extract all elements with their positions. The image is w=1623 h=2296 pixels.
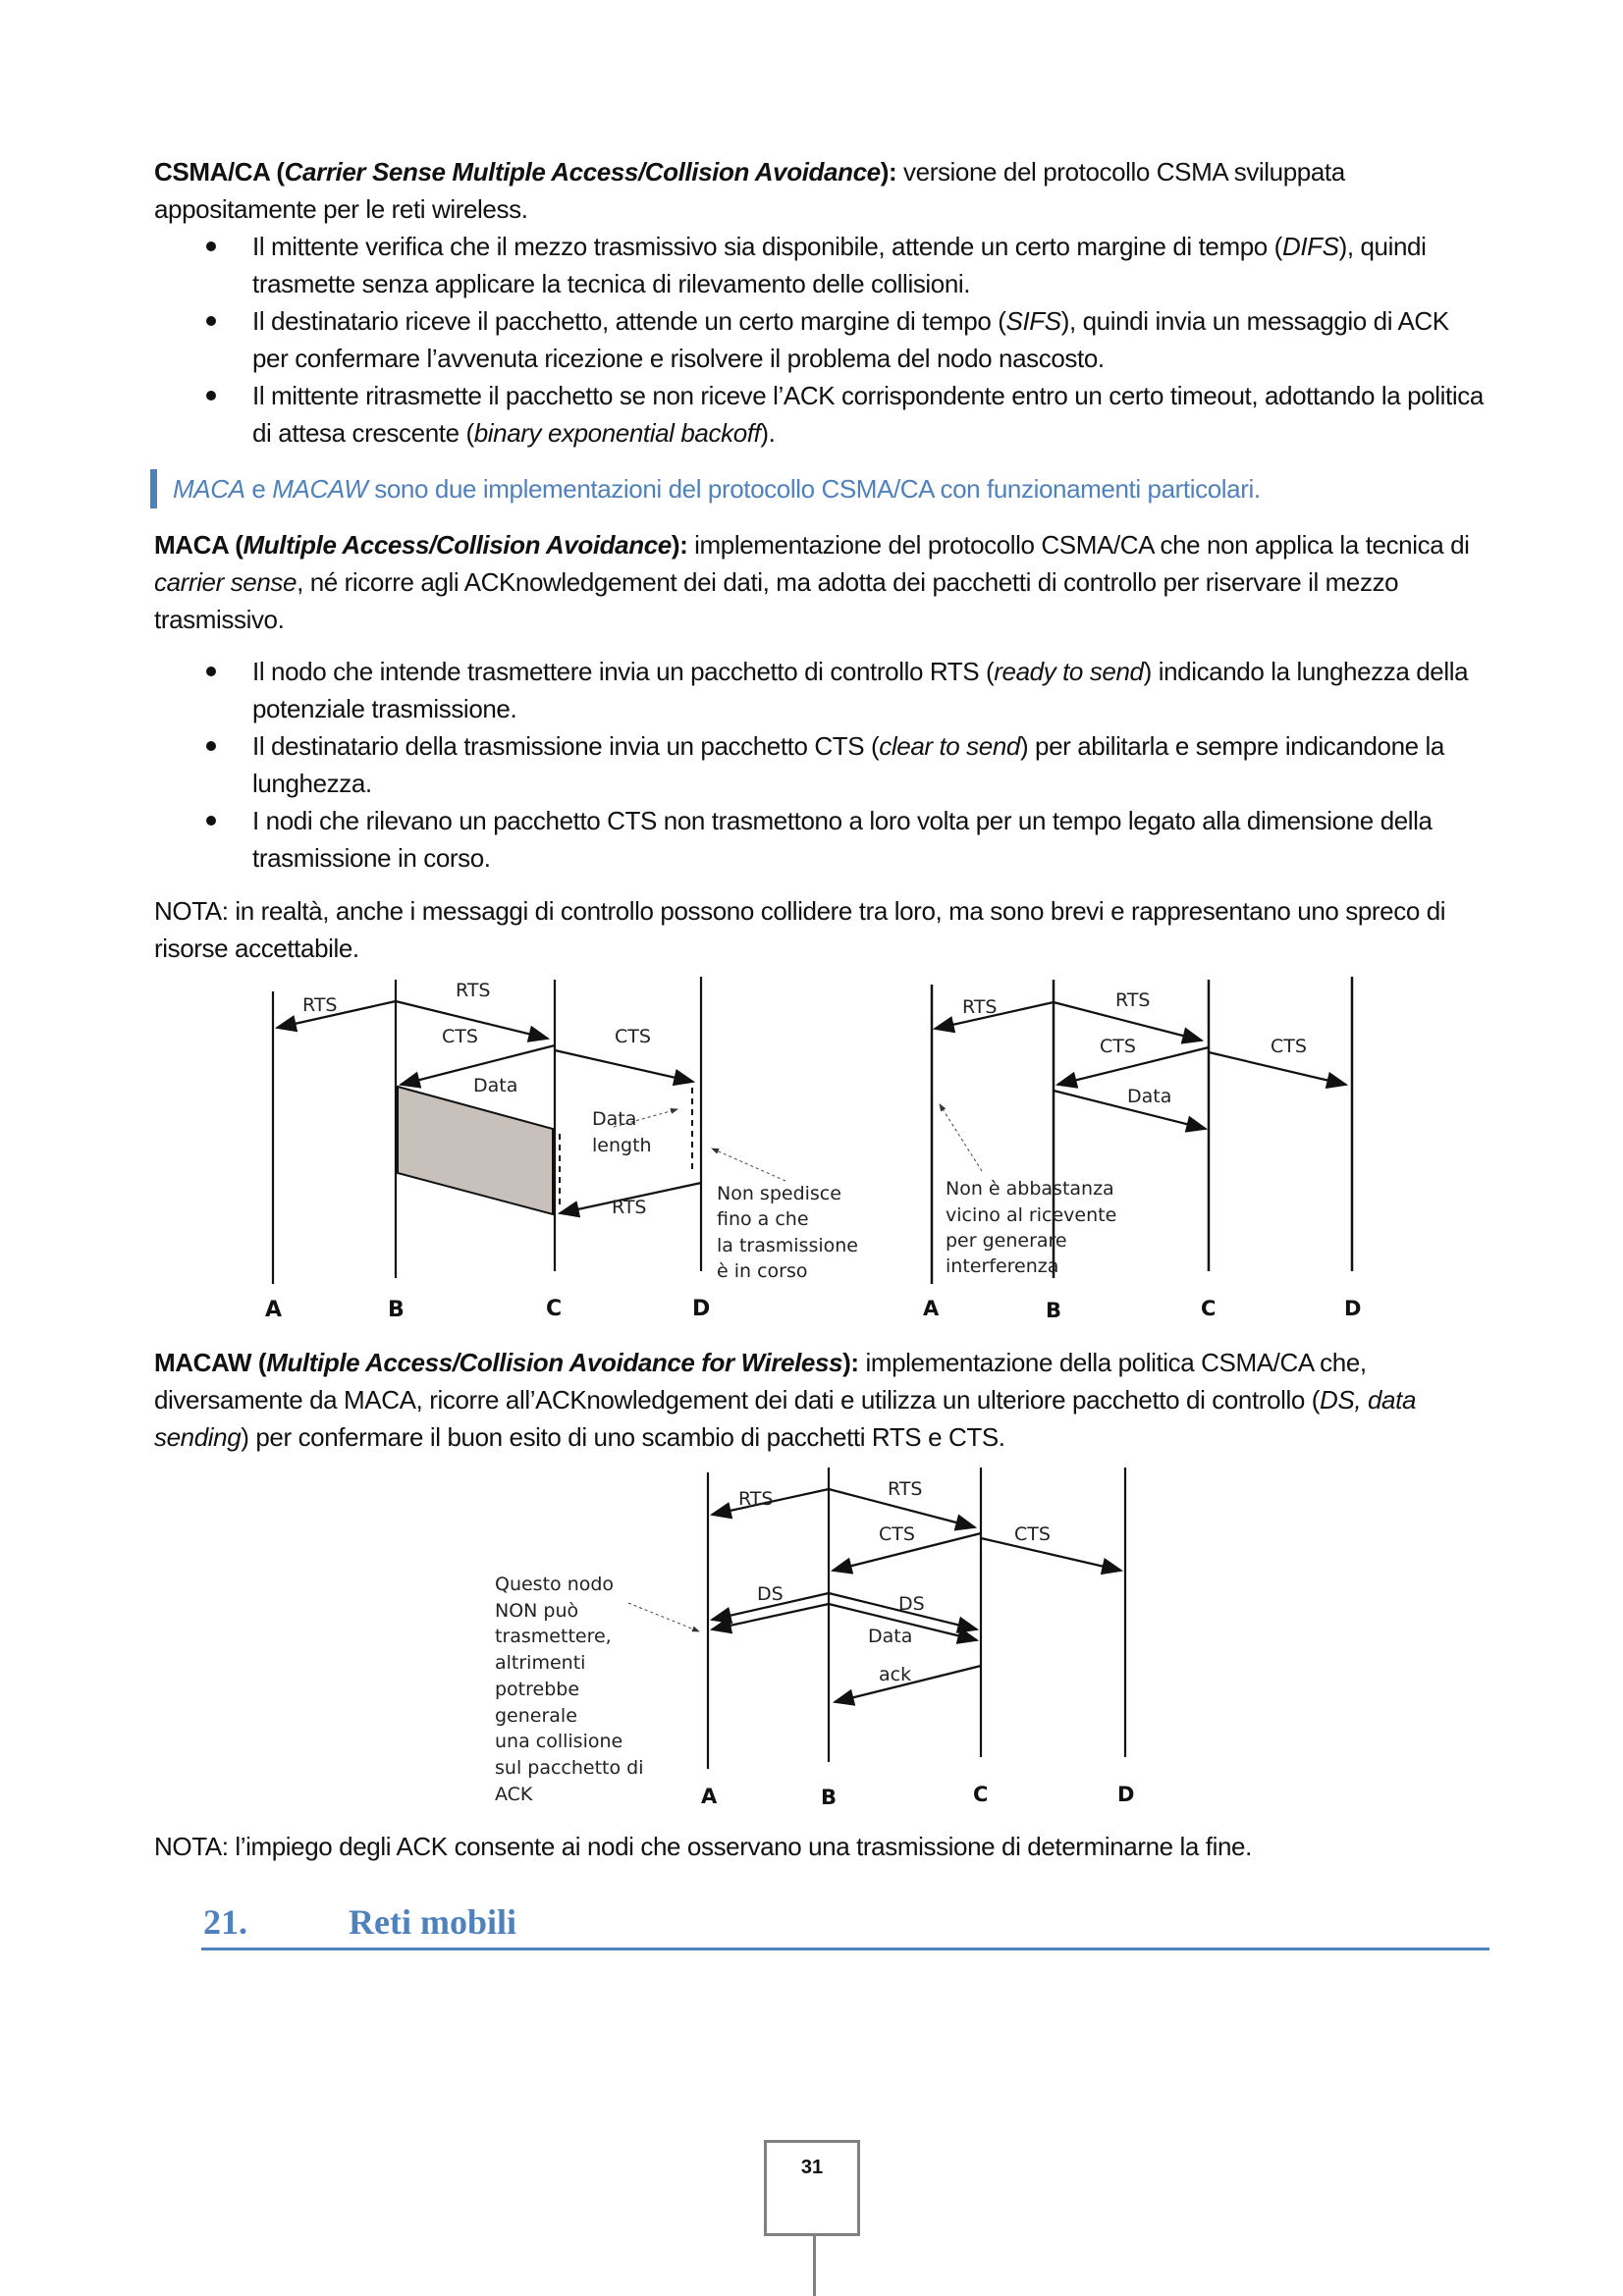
svg-text:CTS: CTS xyxy=(1100,1036,1136,1057)
list-item: Il nodo che intende trasmettere invia un pacchetto di controllo RTS (ready to send) indicando la lunghezza della potenziale trasmissione. xyxy=(154,653,1489,727)
maca-term: MACA xyxy=(154,530,229,560)
macaw-timing-diagram xyxy=(481,1463,1149,1826)
svg-text:Data: Data xyxy=(1127,1086,1172,1107)
svg-text:A: A xyxy=(265,1298,283,1322)
svg-text:Data: Data xyxy=(868,1626,913,1647)
diagram-svg xyxy=(913,972,1404,1325)
svg-text:DS: DS xyxy=(757,1583,784,1605)
svg-text:RTS: RTS xyxy=(888,1478,923,1500)
list-item: Il mittente verifica che il mezzo trasmissivo sia disponibile, attende un certo margine di tempo (DIFS), quindi trasmette senza applicare la tecnica di rilevamento delle collisioni. xyxy=(154,228,1489,302)
svg-text:una collisione: una collisione xyxy=(495,1731,623,1752)
svg-text:D: D xyxy=(692,1297,711,1321)
macaw-term: MACAW xyxy=(154,1348,252,1377)
svg-text:A: A xyxy=(701,1785,718,1808)
svg-text:Data: Data xyxy=(473,1075,518,1096)
svg-text:altrimenti: altrimenti xyxy=(495,1652,586,1674)
svg-text:C: C xyxy=(1201,1297,1217,1320)
csma-ca-definition-text: versione del protocollo CSMA sviluppata appositamente per le reti wireless. xyxy=(154,157,1345,224)
svg-text:vicino al ricevente: vicino al ricevente xyxy=(946,1204,1117,1226)
svg-text:RTS: RTS xyxy=(962,996,998,1018)
list-item: I nodi che rilevano un pacchetto CTS non trasmettono a loro volta per un tempo legato alla dimensione della trasmissione in corso. xyxy=(154,802,1489,877)
bullet-icon xyxy=(206,741,216,751)
svg-text:potrebbe: potrebbe xyxy=(495,1679,580,1700)
svg-text:length: length xyxy=(592,1135,652,1156)
svg-text:D: D xyxy=(1344,1297,1362,1320)
svg-text:Non è abbastanza: Non è abbastanza xyxy=(946,1178,1114,1200)
svg-text:RTS: RTS xyxy=(302,994,338,1016)
svg-text:Questo nodo: Questo nodo xyxy=(495,1574,615,1595)
svg-text:Non spedisce: Non spedisce xyxy=(717,1183,841,1204)
svg-text:RTS: RTS xyxy=(738,1488,774,1510)
bullet-icon xyxy=(206,241,216,251)
svg-text:la trasmissione: la trasmissione xyxy=(717,1235,858,1256)
section-heading xyxy=(201,1901,1489,1950)
svg-text:RTS: RTS xyxy=(456,980,491,1001)
section-title: Reti mobili xyxy=(349,1902,516,1942)
svg-text:ack: ack xyxy=(879,1664,912,1685)
csma-ca-term: CSMA/CA xyxy=(154,157,270,187)
svg-text:sul pacchetto di: sul pacchetto di xyxy=(495,1757,644,1779)
macaw-definition: MACAW (Multiple Access/Collision Avoidance for Wireless): implementazione della politica CSMA/CA che, diversamente da MACA, ricorre all’ACKnowledgement dei dati e utilizza un ulteriore pacchetto di controllo (DS, data sending) per confermare il buon esito di uno scambio di pacchetti RTS e CTS. xyxy=(154,1348,1417,1452)
svg-text:CTS: CTS xyxy=(1014,1523,1051,1545)
page-number: 31 xyxy=(800,2157,824,2178)
csma-ca-expansion: Carrier Sense Multiple Access/Collision Avoidance xyxy=(284,157,881,187)
svg-text:NON può: NON può xyxy=(495,1600,579,1622)
diagram-svg xyxy=(481,1463,1149,1826)
maca-note: NOTA: in realtà, anche i messaggi di controllo possono collidere tra loro, ma sono brevi e rappresentano uno spreco di risorse accettabile. xyxy=(154,896,1446,963)
bullet-icon xyxy=(206,391,216,400)
maca-timing-diagram-exposed xyxy=(245,972,913,1325)
bullet-icon xyxy=(206,316,216,326)
csma-ca-definition: CSMA/CA (Carrier Sense Multiple Access/Collision Avoidance): versione del protocollo CSMA sviluppata appositamente per le reti wireless. xyxy=(154,157,1345,224)
bullet-icon xyxy=(206,667,216,676)
svg-text:fino a che: fino a che xyxy=(717,1208,809,1230)
svg-text:RTS: RTS xyxy=(1115,989,1151,1011)
svg-text:ACK: ACK xyxy=(495,1784,533,1805)
list-item: Il destinatario della trasmissione invia un pacchetto CTS (clear to send) per abilitarla e sempre indicandone la lunghezza. xyxy=(154,727,1489,802)
svg-text:B: B xyxy=(1046,1299,1062,1322)
svg-text:CTS: CTS xyxy=(879,1523,915,1545)
svg-text:CTS: CTS xyxy=(1271,1036,1307,1057)
svg-text:A: A xyxy=(923,1297,940,1320)
diagram-svg xyxy=(245,972,913,1325)
svg-text:trasmettere,: trasmettere, xyxy=(495,1626,612,1647)
svg-text:RTS: RTS xyxy=(612,1197,647,1218)
bullet-icon xyxy=(206,816,216,826)
svg-text:C: C xyxy=(973,1783,989,1806)
csma-ca-bullet-list xyxy=(154,228,1489,452)
svg-text:DS: DS xyxy=(898,1593,925,1615)
svg-text:è in corso: è in corso xyxy=(717,1260,808,1282)
macaw-note: NOTA: l’impiego degli ACK consente ai nodi che osservano una trasmissione di determinarne la fine. xyxy=(154,1832,1252,1861)
svg-text:Data: Data xyxy=(592,1108,637,1130)
page-number-stem xyxy=(813,2236,816,2296)
page-number-box xyxy=(764,2140,860,2236)
intense-quote-callout: MACA e MACAW sono due implementazioni del protocollo CSMA/CA con funzionamenti particolari. xyxy=(150,469,1505,508)
list-item: Il destinatario riceve il pacchetto, attende un certo margine di tempo (SIFS), quindi invia un messaggio di ACK per confermare l’avvenuta ricezione e risolvere il problema del nodo nascosto. xyxy=(154,302,1489,377)
maca-timing-diagram-hidden xyxy=(913,972,1404,1325)
svg-text:D: D xyxy=(1117,1783,1135,1806)
list-item: Il mittente ritrasmette il pacchetto se non riceve l’ACK corrispondente entro un certo timeout, adottando la politica di attesa crescente (binary exponential backoff). xyxy=(154,377,1489,452)
maca-bullet-list xyxy=(154,653,1489,877)
svg-text:B: B xyxy=(821,1786,838,1809)
svg-text:CTS: CTS xyxy=(442,1026,478,1047)
section-number: 21. xyxy=(203,1902,247,1942)
maca-definition: MACA (Multiple Access/Collision Avoidance): implementazione del protocollo CSMA/CA che non applica la tecnica di carrier sense, né ricorre agli ACKnowledgement dei dati, ma adotta dei pacchetti di controllo per riservare il mezzo trasmissivo. xyxy=(154,530,1470,634)
svg-text:per generare: per generare xyxy=(946,1230,1067,1252)
svg-text:interferenza: interferenza xyxy=(946,1255,1059,1277)
svg-text:generale: generale xyxy=(495,1705,577,1727)
svg-text:B: B xyxy=(388,1298,405,1322)
svg-text:C: C xyxy=(546,1297,563,1321)
svg-text:CTS: CTS xyxy=(615,1026,651,1047)
